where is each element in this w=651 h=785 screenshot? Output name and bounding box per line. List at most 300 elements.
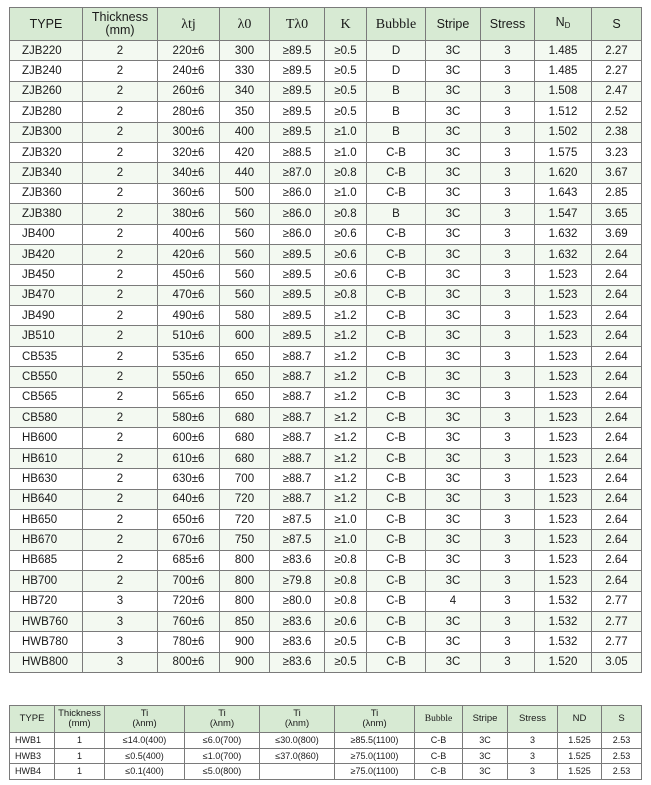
table-cell: 2.64	[592, 285, 642, 305]
table-cell: ≥1.0	[325, 530, 367, 550]
table-cell: 2.64	[592, 387, 642, 407]
table-header-row	[10, 8, 642, 41]
table-cell: 2	[83, 326, 158, 346]
table-row	[10, 530, 642, 550]
table-cell: HB640	[10, 489, 83, 509]
table-cell: 580	[220, 306, 270, 326]
table-cell: 3C	[426, 102, 481, 122]
table-cell: HWB800	[10, 652, 83, 672]
table-cell: 600±6	[158, 428, 220, 448]
table-cell: 300±6	[158, 122, 220, 142]
table-cell: ≥0.5	[325, 41, 367, 61]
table-cell: 2	[83, 367, 158, 387]
table-cell: 560	[220, 285, 270, 305]
table-cell: 3	[481, 265, 535, 285]
table-cell: C-B	[367, 142, 426, 162]
table-cell: HB670	[10, 530, 83, 550]
table-cell: HB600	[10, 428, 83, 448]
table-cell: 3	[481, 183, 535, 203]
table-row	[10, 326, 642, 346]
header-t-lambda-0: Tλ0	[270, 8, 325, 41]
table-cell: ≥0.5	[325, 81, 367, 101]
table-cell: 3C	[426, 509, 481, 529]
table-cell: D	[367, 41, 426, 61]
table-cell: 2	[83, 183, 158, 203]
header-k: K	[325, 8, 367, 41]
table-cell: ≥79.8	[270, 571, 325, 591]
table-cell: B	[367, 204, 426, 224]
table-cell: 1.525	[558, 733, 602, 749]
table-cell: 650±6	[158, 509, 220, 529]
table-cell: 3C	[426, 652, 481, 672]
table-cell: 1.512	[535, 102, 592, 122]
table-cell: C-B	[367, 469, 426, 489]
table-cell: 720±6	[158, 591, 220, 611]
table-cell: 3	[481, 428, 535, 448]
table-cell: ≥85.5(1100)	[335, 733, 415, 749]
table-cell: 3.69	[592, 224, 642, 244]
table-cell: ≥89.5	[270, 102, 325, 122]
table-cell: 1	[55, 733, 105, 749]
table-cell: C-B	[367, 408, 426, 428]
table-cell: ≥83.6	[270, 611, 325, 631]
header-stripe: Stripe	[463, 706, 508, 733]
table-cell: C-B	[367, 306, 426, 326]
table-cell: ZJB220	[10, 41, 83, 61]
table-cell: ≥0.8	[325, 550, 367, 570]
table-row	[10, 591, 642, 611]
table-cell: 900	[220, 652, 270, 672]
table-cell: 1.532	[535, 591, 592, 611]
table-cell: 680	[220, 408, 270, 428]
table-cell: 3	[481, 285, 535, 305]
table-row	[10, 306, 642, 326]
table-cell: 2.77	[592, 591, 642, 611]
spec-table-body	[10, 41, 642, 673]
table-cell: 3C	[426, 571, 481, 591]
table-cell: 2	[83, 387, 158, 407]
table-cell: 2	[83, 81, 158, 101]
table-cell: ≥88.7	[270, 469, 325, 489]
table-cell: C-B	[367, 285, 426, 305]
table-cell: 1.523	[535, 326, 592, 346]
table-cell: 1.547	[535, 204, 592, 224]
table-cell: ≤1.0(700)	[185, 748, 260, 764]
table-cell: 3C	[426, 387, 481, 407]
table-cell: 3	[481, 326, 535, 346]
table-cell: ≥0.5	[325, 61, 367, 81]
table-cell: ≥89.5	[270, 61, 325, 81]
table-cell: 3C	[426, 306, 481, 326]
table-cell: 1.523	[535, 428, 592, 448]
table-cell: 3C	[426, 408, 481, 428]
table-cell: ≥87.0	[270, 163, 325, 183]
table-cell: 560	[220, 244, 270, 264]
table-cell: 780±6	[158, 632, 220, 652]
table-cell: 1.523	[535, 408, 592, 428]
table-cell: ≤0.5(400)	[105, 748, 185, 764]
table-cell: 2	[83, 509, 158, 529]
table-cell: 3C	[426, 81, 481, 101]
table-cell: C-B	[367, 611, 426, 631]
table-cell: C-B	[367, 265, 426, 285]
table-cell: 3	[481, 571, 535, 591]
table-cell: 280±6	[158, 102, 220, 122]
table-cell: 2.64	[592, 326, 642, 346]
table-cell: ≥1.2	[325, 326, 367, 346]
table-cell: 510±6	[158, 326, 220, 346]
table-cell: C-B	[367, 652, 426, 672]
table-cell: 320±6	[158, 142, 220, 162]
table-cell: ≥0.5	[325, 102, 367, 122]
table-cell: 1.532	[535, 632, 592, 652]
table-cell: 1.523	[535, 509, 592, 529]
table-cell: 2.64	[592, 428, 642, 448]
table-cell: 3C	[426, 326, 481, 346]
table-cell: 3	[481, 244, 535, 264]
table-cell: 3C	[426, 41, 481, 61]
table-cell: 3C	[426, 428, 481, 448]
table-cell: ≥1.2	[325, 469, 367, 489]
table-cell: 3	[481, 142, 535, 162]
table-cell: 1.632	[535, 224, 592, 244]
table-row	[10, 509, 642, 529]
table-cell: 1	[55, 748, 105, 764]
table-cell: 3	[481, 41, 535, 61]
table-cell: 3C	[426, 285, 481, 305]
table-cell: D	[367, 61, 426, 81]
table-row	[10, 489, 642, 509]
table-row	[10, 224, 642, 244]
table-cell: 2.64	[592, 550, 642, 570]
table-cell: 3C	[426, 489, 481, 509]
table-cell: 440	[220, 163, 270, 183]
table-cell: 3	[508, 748, 558, 764]
spec-table	[9, 7, 642, 673]
table-cell: 3	[508, 733, 558, 749]
table-row	[10, 61, 642, 81]
table-cell: 1.525	[558, 748, 602, 764]
table-cell: 2	[83, 265, 158, 285]
table-cell: 3C	[463, 733, 508, 749]
table-cell	[260, 764, 335, 780]
header-thickness: Thickness (mm)	[83, 8, 158, 41]
table-cell: 2	[83, 489, 158, 509]
table-cell: JB450	[10, 265, 83, 285]
header-ti-1: Ti (λnm)	[105, 706, 185, 733]
table-cell: 3C	[426, 224, 481, 244]
table-cell: 3C	[426, 448, 481, 468]
table-row	[10, 122, 642, 142]
table-cell: 2	[83, 408, 158, 428]
table-cell: 2.64	[592, 571, 642, 591]
table-cell: ZJB360	[10, 183, 83, 203]
table-cell: 3C	[463, 764, 508, 780]
transmission-table-body	[10, 733, 642, 780]
table-row	[10, 244, 642, 264]
table-cell: 3	[481, 652, 535, 672]
table-cell: C-B	[367, 509, 426, 529]
table-cell: 2.64	[592, 367, 642, 387]
table-cell: 1.485	[535, 61, 592, 81]
table-cell: ≥86.0	[270, 204, 325, 224]
table-cell: 2.64	[592, 489, 642, 509]
table-cell: 800	[220, 571, 270, 591]
table-cell: 2	[83, 163, 158, 183]
table-cell: 1.502	[535, 122, 592, 142]
table-cell: 2.64	[592, 530, 642, 550]
table-cell: 380±6	[158, 204, 220, 224]
table-cell: 1.523	[535, 550, 592, 570]
table-cell: 630±6	[158, 469, 220, 489]
table-cell: C-B	[367, 346, 426, 366]
header-nd-subscript: D	[564, 21, 571, 30]
table-cell: ≥0.8	[325, 571, 367, 591]
table-cell: C-B	[367, 591, 426, 611]
table-cell: ≥0.8	[325, 591, 367, 611]
table-cell: 2	[83, 448, 158, 468]
table-cell: 2.53	[602, 764, 642, 780]
table-cell: C-B	[367, 244, 426, 264]
table-cell: 3C	[426, 183, 481, 203]
table-cell: HB685	[10, 550, 83, 570]
table-cell: HB610	[10, 448, 83, 468]
table-cell: C-B	[367, 183, 426, 203]
table-cell: ≥1.0	[325, 122, 367, 142]
table-cell: ZJB280	[10, 102, 83, 122]
table-row	[10, 733, 642, 749]
header-ti-4: Ti (λnm)	[335, 706, 415, 733]
table-cell: 3.23	[592, 142, 642, 162]
table-cell: ≥89.5	[270, 81, 325, 101]
header-stress: Stress	[481, 8, 535, 41]
table-cell: 3	[83, 652, 158, 672]
table-cell: ≥88.7	[270, 408, 325, 428]
table-cell: 350	[220, 102, 270, 122]
table-row	[10, 550, 642, 570]
table-cell: 650	[220, 367, 270, 387]
table-cell: ≥0.5	[325, 652, 367, 672]
table-cell: ≥75.0(1100)	[335, 764, 415, 780]
table-cell: 2	[83, 550, 158, 570]
table-cell: 3	[481, 469, 535, 489]
table-cell: 420±6	[158, 244, 220, 264]
table-cell: 680	[220, 428, 270, 448]
table-cell: ≥0.6	[325, 244, 367, 264]
table-cell: 3C	[426, 469, 481, 489]
table-cell: ZJB380	[10, 204, 83, 224]
table-cell: JB420	[10, 244, 83, 264]
table-cell: ≥88.5	[270, 142, 325, 162]
table-cell: 700±6	[158, 571, 220, 591]
table-cell: 3C	[426, 611, 481, 631]
table-cell: C-B	[367, 163, 426, 183]
table-cell: 1.523	[535, 469, 592, 489]
table-cell: 3	[481, 550, 535, 570]
table-cell: 3	[481, 632, 535, 652]
table-cell: 2	[83, 571, 158, 591]
table-cell: 1.523	[535, 367, 592, 387]
table-cell: 3	[481, 102, 535, 122]
table-cell: 2	[83, 61, 158, 81]
table-cell: 680	[220, 448, 270, 468]
table-cell: 1.523	[535, 530, 592, 550]
table-cell: 2.38	[592, 122, 642, 142]
table-cell: 340±6	[158, 163, 220, 183]
table-cell: HWB3	[10, 748, 55, 764]
table-cell: 1.523	[535, 346, 592, 366]
table-cell: 2	[83, 306, 158, 326]
table-cell: 3	[481, 408, 535, 428]
table-cell: 2	[83, 469, 158, 489]
table-cell: ≥1.0	[325, 509, 367, 529]
table-cell: ZJB320	[10, 142, 83, 162]
table-cell: 1.485	[535, 41, 592, 61]
table-cell: ≥83.6	[270, 550, 325, 570]
table-cell: 640±6	[158, 489, 220, 509]
table-cell: 2.47	[592, 81, 642, 101]
table-cell: HWB780	[10, 632, 83, 652]
table-cell: ≥89.5	[270, 122, 325, 142]
table-cell: ≥88.7	[270, 448, 325, 468]
table-cell: 3	[481, 204, 535, 224]
header-s: S	[592, 8, 642, 41]
table-row	[10, 285, 642, 305]
table-cell: ≥83.6	[270, 632, 325, 652]
table-cell: ≤5.0(800)	[185, 764, 260, 780]
header-nd	[535, 8, 592, 41]
table-cell: 3C	[426, 244, 481, 264]
table-cell: 1.508	[535, 81, 592, 101]
table-cell: 2.64	[592, 509, 642, 529]
table-cell: ≥0.8	[325, 285, 367, 305]
table-cell: 3C	[426, 530, 481, 550]
table-cell: ≥75.0(1100)	[335, 748, 415, 764]
table-cell: ≥1.2	[325, 346, 367, 366]
table-cell: 340	[220, 81, 270, 101]
table-cell: 1.523	[535, 285, 592, 305]
table-cell: 3.65	[592, 204, 642, 224]
table-cell: 3	[83, 591, 158, 611]
table-cell: 2	[83, 224, 158, 244]
table-cell: 1.523	[535, 306, 592, 326]
table-cell: C-B	[367, 632, 426, 652]
table-cell: 3C	[426, 367, 481, 387]
table-cell: 3C	[426, 163, 481, 183]
table-cell: ≥89.5	[270, 41, 325, 61]
table-cell: ≥87.5	[270, 509, 325, 529]
table-cell: 1.523	[535, 387, 592, 407]
header-lambda-tj: λtj	[158, 8, 220, 41]
header-s: S	[602, 706, 642, 733]
table-cell: 2	[83, 102, 158, 122]
table-cell: 2	[83, 530, 158, 550]
table-row	[10, 469, 642, 489]
table-cell: B	[367, 122, 426, 142]
table-cell: ≥87.5	[270, 530, 325, 550]
table-row	[10, 41, 642, 61]
table-cell: 2.64	[592, 265, 642, 285]
table-cell: 720	[220, 489, 270, 509]
table-cell: ZJB300	[10, 122, 83, 142]
table-cell: 2.85	[592, 183, 642, 203]
table-cell: 1.532	[535, 611, 592, 631]
table-cell: JB470	[10, 285, 83, 305]
table-cell: 500	[220, 183, 270, 203]
table-cell: 3	[481, 306, 535, 326]
table-cell: 1.520	[535, 652, 592, 672]
table-cell: 2.52	[592, 102, 642, 122]
table-cell: 800±6	[158, 652, 220, 672]
table-cell: 450±6	[158, 265, 220, 285]
table-cell: 560	[220, 204, 270, 224]
table-cell: 560	[220, 265, 270, 285]
table-cell: 2	[83, 122, 158, 142]
table-cell: 3	[481, 448, 535, 468]
table-cell: 420	[220, 142, 270, 162]
table-row	[10, 652, 642, 672]
table-cell: 1.632	[535, 244, 592, 264]
table-cell: ≥1.2	[325, 367, 367, 387]
table-cell: ≥1.2	[325, 428, 367, 448]
table-cell: 750	[220, 530, 270, 550]
table-cell: 4	[426, 591, 481, 611]
table-cell: 1.523	[535, 489, 592, 509]
header-lambda-0: λ0	[220, 8, 270, 41]
table-cell: ≤14.0(400)	[105, 733, 185, 749]
table-cell: 2.53	[602, 733, 642, 749]
table-cell: 3C	[463, 748, 508, 764]
table-cell: ≤0.1(400)	[105, 764, 185, 780]
table-cell: 2.64	[592, 448, 642, 468]
table-cell: 3	[481, 81, 535, 101]
table-cell: C-B	[367, 530, 426, 550]
table-cell: ≥1.2	[325, 408, 367, 428]
table-cell: 2.77	[592, 611, 642, 631]
table-cell: ≥0.5	[325, 632, 367, 652]
table-cell: 330	[220, 61, 270, 81]
table-cell: ≥89.5	[270, 326, 325, 346]
table-cell: 760±6	[158, 611, 220, 631]
table-cell: 700	[220, 469, 270, 489]
table-cell: C-B	[367, 448, 426, 468]
table-cell: 490±6	[158, 306, 220, 326]
table-cell: 800	[220, 591, 270, 611]
table-cell: 3.05	[592, 652, 642, 672]
table-cell: 3	[481, 163, 535, 183]
table-cell: C-B	[415, 764, 463, 780]
table-row	[10, 81, 642, 101]
table-cell: ≤30.0(800)	[260, 733, 335, 749]
table-cell: 3C	[426, 346, 481, 366]
table-cell: 3	[481, 346, 535, 366]
table-cell: ≥80.0	[270, 591, 325, 611]
table-header-row	[10, 706, 642, 733]
table-cell: 2	[83, 428, 158, 448]
table-row	[10, 764, 642, 780]
table-cell: ≥89.5	[270, 265, 325, 285]
table-cell: 3	[481, 61, 535, 81]
header-type: TYPE	[10, 706, 55, 733]
table-cell: 900	[220, 632, 270, 652]
table-row	[10, 346, 642, 366]
table-cell: 260±6	[158, 81, 220, 101]
table-cell: 560	[220, 224, 270, 244]
table-cell: HB720	[10, 591, 83, 611]
header-nd-main: N	[555, 15, 565, 29]
table-cell: 3	[83, 611, 158, 631]
table-cell: HB650	[10, 509, 83, 529]
